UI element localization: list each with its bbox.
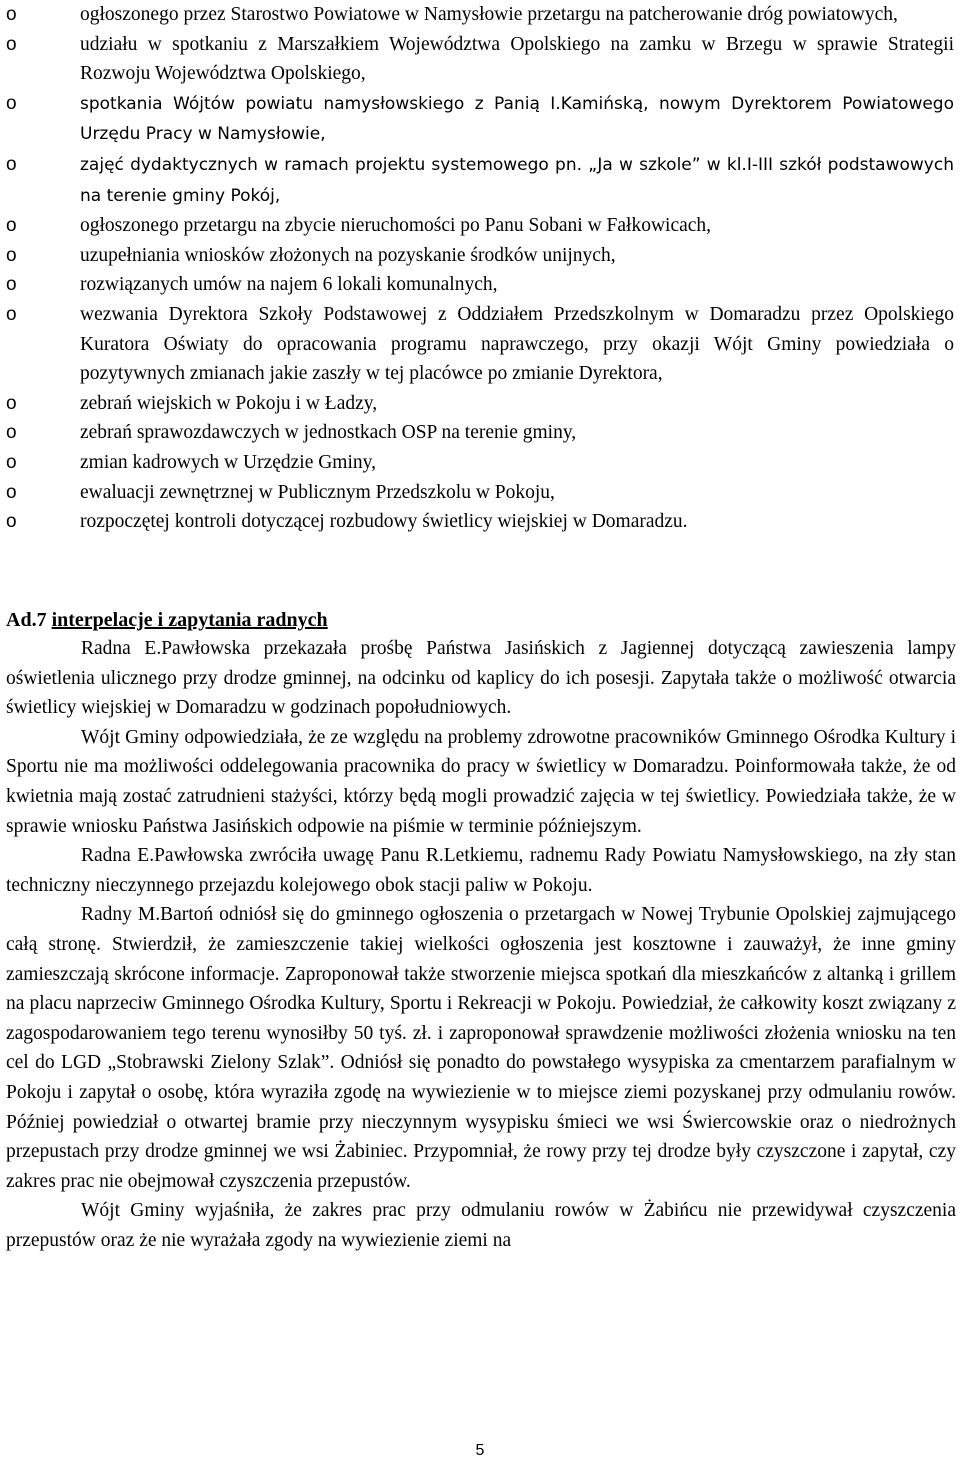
bullet-marker: o (6, 4, 17, 25)
bullet-marker: o (6, 451, 17, 473)
page-number: 5 (475, 1442, 485, 1459)
list-item-text: spotkania Wójtów powiatu namysłowskiego z Panią I.Kamińską, nowym Dyrektorem Powiatowego Urzędu Pracy w Namysłowie, (80, 93, 954, 145)
bullet-marker: o (6, 303, 17, 325)
activity-bullet-list (0, 0, 954, 537)
paragraph: Radna E.Pawłowska zwróciła uwagę Panu R.Letkiemu, radnemu Rady Powiatu Namysłowskiego, na zły stan techniczny nieczynnego przejazdu kolejowego obok stacji paliw w Pokoju. (6, 845, 956, 896)
list-item (0, 270, 954, 300)
list-item (0, 241, 954, 271)
bullet-marker: o (6, 215, 17, 237)
section-heading (6, 606, 328, 636)
list-item-text: zajęć dydaktycznych w ramach projektu systemowego pn. „Ja w szkole” w kl.I-III szkół podstawowych na terenie gminy Pokój, (80, 154, 954, 206)
list-item-text: rozpoczętej kontroli dotyczącej rozbudowy świetlicy wiejskiej w Domaradzu. (80, 511, 688, 533)
section-title: interpelacje i zapytania radnych (51, 609, 328, 631)
list-item (0, 507, 954, 537)
paragraph: Wójt Gminy odpowiedziała, że ze względu na problemy zdrowotne pracowników Gminnego Ośrodka Kultury i Sportu nie ma możliwości oddelegowania pracownika do pracy w świetlicy w Domaradzu. Poinformowała także, że od kwietnia mają zostać zatrudnieni stażyści, którzy będą mogli prowadzić zajęcia w tej świetlicy. Powiedziała także, że w sprawie wniosku Państwa Jasińskich odpowie na piśmie w terminie późniejszym. (6, 726, 956, 837)
list-item (0, 418, 954, 448)
bullet-marker: o (6, 274, 17, 296)
list-item (0, 150, 954, 211)
list-item (0, 300, 954, 389)
list-item-text: zebrań sprawozdawczych w jednostkach OSP na terenie gminy, (80, 422, 577, 444)
list-item (0, 211, 954, 241)
list-item-text: zebrań wiejskich w Pokoju i w Ładzy, (80, 392, 378, 414)
list-item-text: uzupełniania wniosków złożonych na pozyskanie środków unijnych, (80, 244, 616, 266)
list-item-text: zmian kadrowych w Urzędzie Gminy, (80, 451, 377, 473)
list-item (0, 30, 954, 89)
bullet-marker: o (6, 511, 17, 533)
list-item-text: ogłoszonego przetargu na zbycie nieruchomości po Panu Sobani w Fałkowicach, (80, 215, 712, 237)
bullet-marker: o (6, 92, 17, 114)
section-number: Ad.7 (6, 609, 47, 631)
list-item (0, 389, 954, 419)
list-item-text: udziału w spotkaniu z Marszałkiem Województwa Opolskiego na zamku w Brzegu w sprawie Strategii Rozwoju Województwa Opolskiego, (80, 33, 954, 85)
list-item (0, 448, 954, 478)
bullet-marker: o (6, 392, 17, 414)
bullet-marker: o (6, 244, 17, 266)
list-item-text: ogłoszonego przez Starostwo Powiatowe w Namysłowie przetargu na patcherowanie dróg powiatowych, (80, 4, 898, 25)
list-item (0, 0, 954, 30)
list-item (0, 478, 954, 508)
paragraph: Radna E.Pawłowska przekazała prośbę Państwa Jasińskich z Jagiennej dotyczącą zawieszenia lampy oświetlenia ulicznego przy drodze gminnej, na odcinku od kaplicy do ich posesji. Zapytała także o możliwość otwarcia świetlicy wiejskiej w Domaradzu w godzinach popołudniowych. (6, 638, 956, 719)
paragraph: Wójt Gminy wyjaśniła, że zakres prac przy odmulaniu rowów w Żabińcu nie przewidywał czyszczenia przepustów oraz że nie wyrażała zgody na wywiezienie ziemi na (6, 1200, 956, 1251)
bullet-marker: o (6, 33, 17, 55)
section-body (6, 634, 956, 1255)
list-item (0, 89, 954, 150)
paragraph: Radny M.Bartoń odniósł się do gminnego ogłoszenia o przetargach w Nowej Trybunie Opolskiej zajmującego całą stronę. Stwierdził, że zamieszczenie takiej wielkości ogłoszenia jest kosztowne i zauważył, że inne gminy zamieszczają skrócone informacje. Zaproponował także stworzenie miejsca spotkań dla mieszkańców z altanką i grillem na placu naprzeciw Gminnego Ośrodka Kultury, Sportu i Rekreacji w Pokoju. Powiedział, że całkowity koszt związany z zagospodarowaniem tego terenu wynosiłby 50 tyś. zł. i zaproponował sprawdzenie możliwości złożenia wniosku na ten cel do LGD „Stobrawski Zielony Szlak”. Odniósł się ponadto do powstałego wysypiska za cmentarzem parafialnym w Pokoju i zapytał o osobę, która wyraziła zgodę na wywiezienie w to miejsce ziemi pozyskanej przy odmulaniu rowów. Później powiedział o otwartej bramie przy nieczynnym wysypisku śmieci we wsi Świercowskie oraz o niedrożnych przepustach przy drodze gminnej we wsi Żabiniec. Przypomniał, że rowy przy tej drodze były czyszczone i zapytał, czy zakres prac nie obejmował czyszczenia przepustów. (6, 904, 956, 1192)
bullet-marker: o (6, 153, 17, 175)
list-item-text: rozwiązanych umów na najem 6 lokali komunalnych, (80, 274, 498, 296)
list-item-text: wezwania Dyrektora Szkoły Podstawowej z Oddziałem Przedszkolnym w Domaradzu przez Opolskiego Kuratora Oświaty do opracowania programu naprawczego, przy okazji Wójt Gminy powiedziała o pozytywnych zmianach jakie zaszły w tej placówce po zmianie Dyrektora, (80, 303, 954, 385)
bullet-marker: o (6, 422, 17, 444)
bullet-marker: o (6, 481, 17, 503)
list-item-text: ewaluacji zewnętrznej w Publicznym Przedszkolu w Pokoju, (80, 481, 555, 503)
